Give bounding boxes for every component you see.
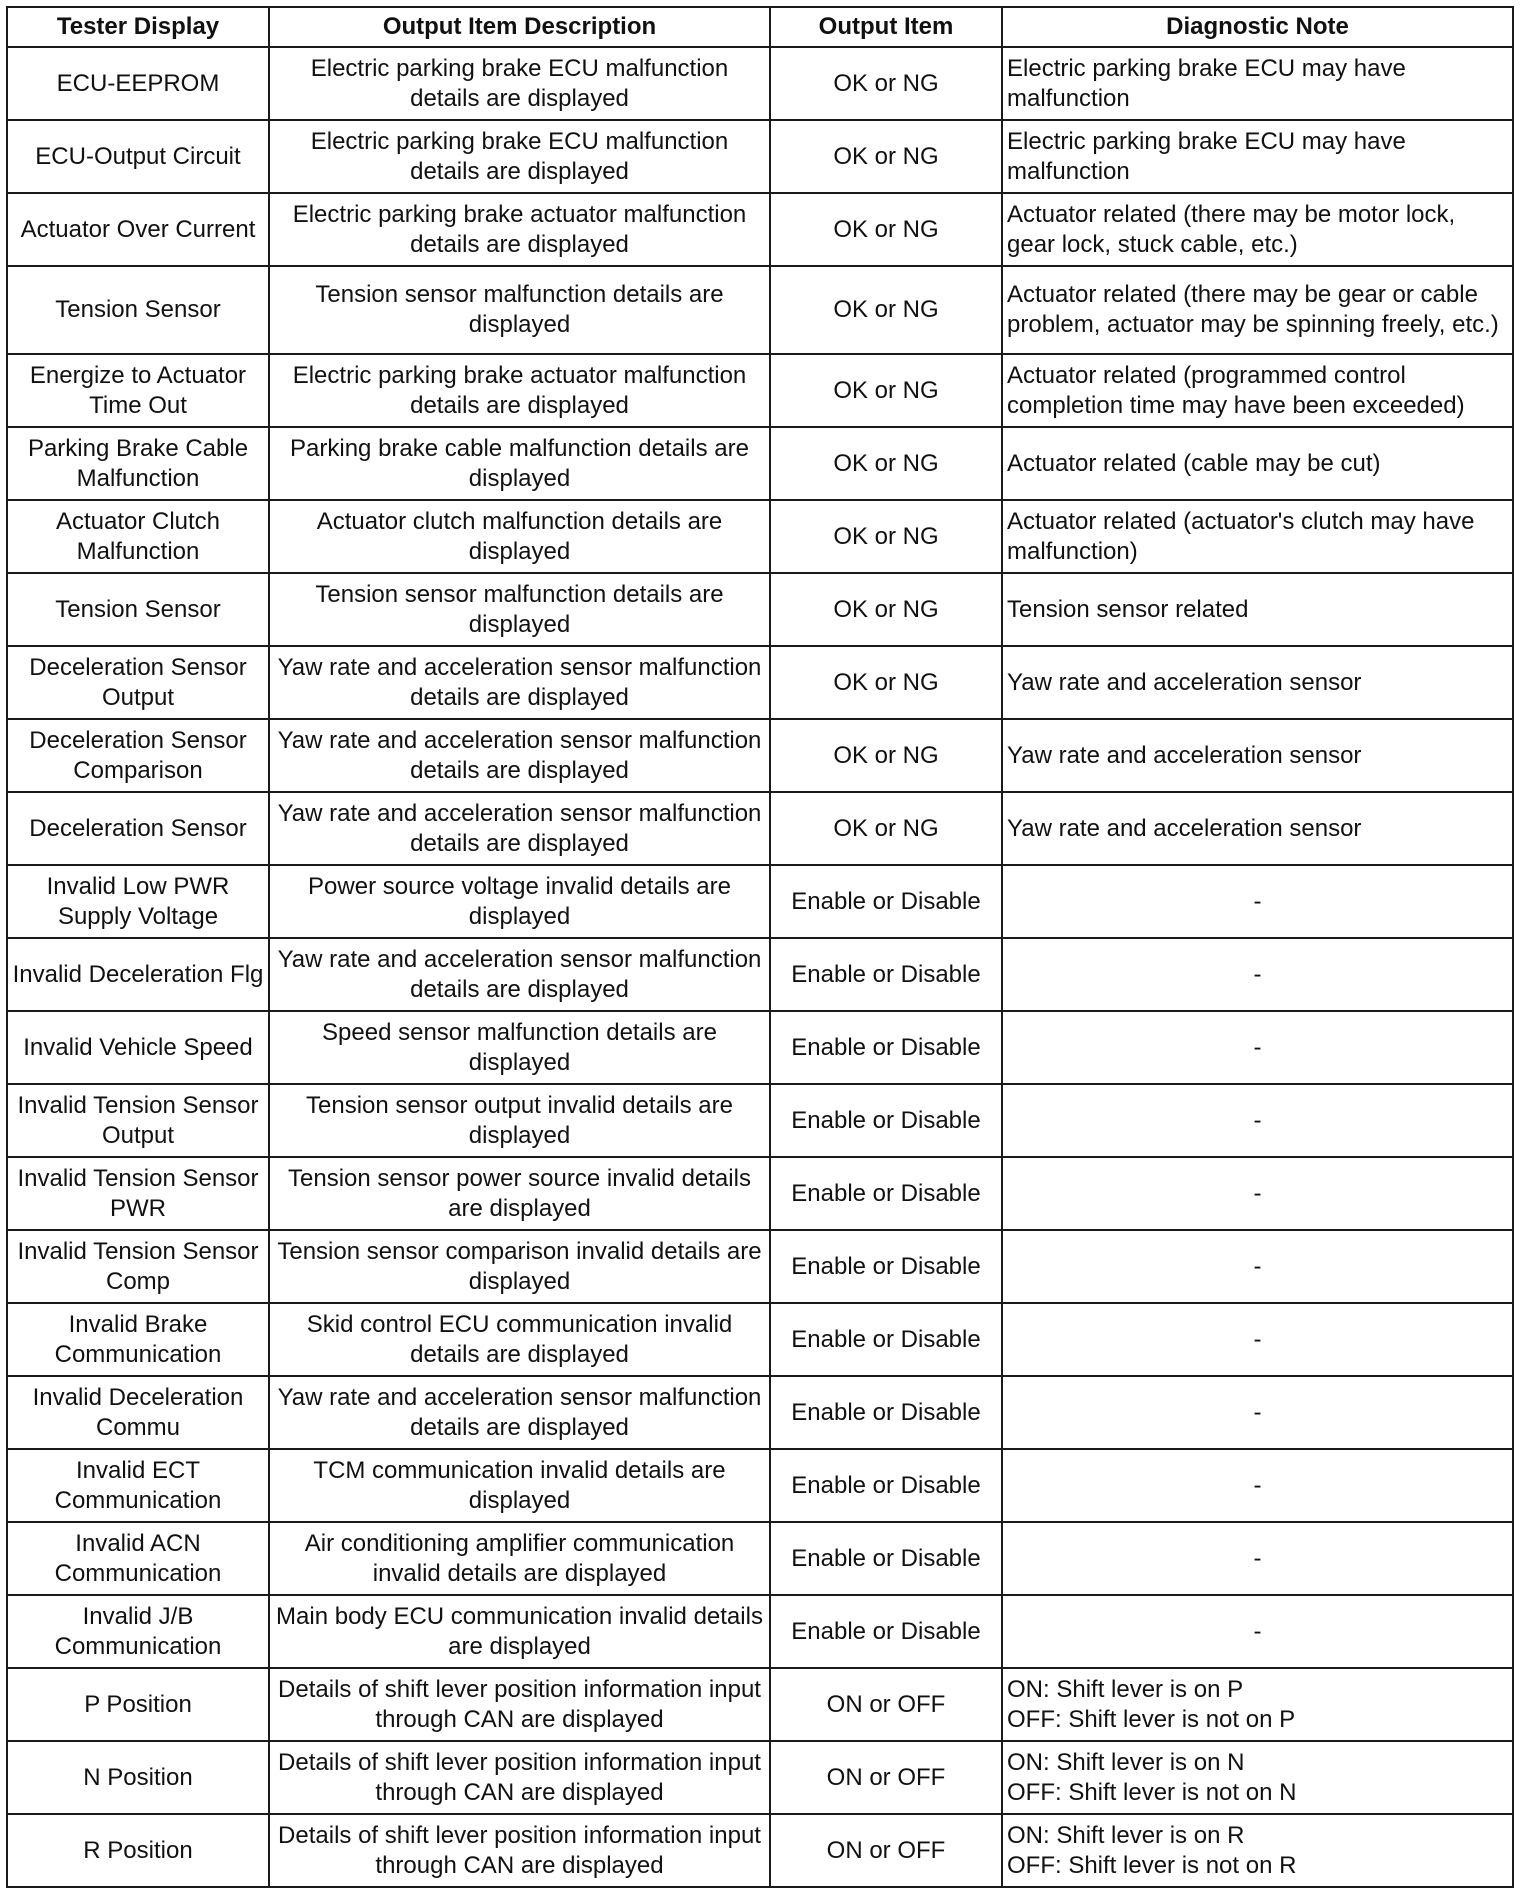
tester-display-cell: Invalid Brake Communication: [7, 1303, 269, 1376]
diagnostic-note-line: Actuator related (programmed control completion time may have been exceeded): [1007, 361, 1465, 419]
diagnostic-note-line: ON: Shift lever is on P: [1007, 1675, 1244, 1703]
table-row: [7, 120, 1513, 193]
output-item-cell: OK or NG: [770, 719, 1002, 792]
output-item-cell: Enable or Disable: [770, 1011, 1002, 1084]
table-row: [7, 1522, 1513, 1595]
table-row: [7, 1376, 1513, 1449]
description-cell: Yaw rate and acceleration sensor malfunction details are displayed: [269, 719, 770, 792]
diagnostic-note-line: Tension sensor related: [1007, 595, 1249, 623]
diagnostic-note-cell: [1002, 1449, 1513, 1522]
diagnostic-note-cell: [1002, 1376, 1513, 1449]
diagnostic-note-cell: [1002, 427, 1513, 500]
tester-display-cell: Invalid Low PWR Supply Voltage: [7, 865, 269, 938]
diagnostic-note-line: Yaw rate and acceleration sensor: [1007, 814, 1362, 842]
tester-display-cell: Deceleration Sensor Comparison: [7, 719, 269, 792]
diagnostic-note-cell: [1002, 1084, 1513, 1157]
diagnostic-note-line: OFF: Shift lever is not on R: [1007, 1851, 1297, 1879]
output-item-cell: OK or NG: [770, 500, 1002, 573]
tester-display-cell: Deceleration Sensor Output: [7, 646, 269, 719]
table-row: [7, 266, 1513, 354]
tester-display-cell: ECU-Output Circuit: [7, 120, 269, 193]
description-cell: Yaw rate and acceleration sensor malfunction details are displayed: [269, 1376, 770, 1449]
tester-display-cell: Invalid ACN Communication: [7, 1522, 269, 1595]
table-row: [7, 427, 1513, 500]
description-cell: Skid control ECU communication invalid details are displayed: [269, 1303, 770, 1376]
tester-display-cell: Deceleration Sensor: [7, 792, 269, 865]
table-row: [7, 1230, 1513, 1303]
diagnostic-note-line: Actuator related (actuator's clutch may have malfunction): [1007, 507, 1475, 565]
description-cell: Tension sensor output invalid details are displayed: [269, 1084, 770, 1157]
header-description: Output Item Description: [269, 7, 770, 47]
diagnostic-note-cell: [1002, 646, 1513, 719]
data-list-table: [6, 6, 1514, 1888]
tester-display-cell: P Position: [7, 1668, 269, 1741]
output-item-cell: ON or OFF: [770, 1814, 1002, 1887]
output-item-cell: OK or NG: [770, 193, 1002, 266]
diagnostic-note-cell: [1002, 938, 1513, 1011]
output-item-cell: Enable or Disable: [770, 1595, 1002, 1668]
diagnostic-note-line: -: [1253, 1398, 1262, 1426]
table-row: [7, 1011, 1513, 1084]
diagnostic-note-line: Actuator related (cable may be cut): [1007, 449, 1381, 477]
output-item-cell: OK or NG: [770, 792, 1002, 865]
output-item-cell: Enable or Disable: [770, 938, 1002, 1011]
tester-display-cell: Invalid Vehicle Speed: [7, 1011, 269, 1084]
diagnostic-note-cell: [1002, 1595, 1513, 1668]
description-cell: Power source voltage invalid details are displayed: [269, 865, 770, 938]
output-item-cell: ON or OFF: [770, 1741, 1002, 1814]
tester-display-cell: Invalid Tension Sensor Comp: [7, 1230, 269, 1303]
table-row: [7, 1814, 1513, 1887]
table-row: [7, 792, 1513, 865]
output-item-cell: Enable or Disable: [770, 1376, 1002, 1449]
diagnostic-note-cell: [1002, 193, 1513, 266]
output-item-cell: OK or NG: [770, 573, 1002, 646]
diagnostic-note-cell: [1002, 1303, 1513, 1376]
tester-display-cell: Actuator Clutch Malfunction: [7, 500, 269, 573]
description-cell: Tension sensor malfunction details are displayed: [269, 266, 770, 354]
description-cell: Tension sensor comparison invalid details are displayed: [269, 1230, 770, 1303]
tester-display-cell: Tension Sensor: [7, 266, 269, 354]
output-item-cell: Enable or Disable: [770, 1522, 1002, 1595]
table-row: [7, 193, 1513, 266]
tester-display-cell: Invalid Tension Sensor PWR: [7, 1157, 269, 1230]
table-row: [7, 1668, 1513, 1741]
header-tester-display: Tester Display: [7, 7, 269, 47]
tester-display-cell: Actuator Over Current: [7, 193, 269, 266]
table-row: [7, 1741, 1513, 1814]
diagnostic-note-line: -: [1253, 960, 1262, 988]
diagnostic-note-cell: [1002, 1230, 1513, 1303]
diagnostic-note-line: -: [1253, 1617, 1262, 1645]
description-cell: Details of shift lever position information input through CAN are displayed: [269, 1668, 770, 1741]
table-row: [7, 938, 1513, 1011]
diagnostic-note-cell: [1002, 1668, 1513, 1741]
diagnostic-note-cell: [1002, 865, 1513, 938]
table-row: [7, 1157, 1513, 1230]
description-cell: Yaw rate and acceleration sensor malfunction details are displayed: [269, 938, 770, 1011]
description-cell: Electric parking brake ECU malfunction details are displayed: [269, 120, 770, 193]
diagnostic-note-cell: [1002, 1741, 1513, 1814]
tester-display-cell: R Position: [7, 1814, 269, 1887]
output-item-cell: Enable or Disable: [770, 1084, 1002, 1157]
tester-display-cell: Invalid ECT Communication: [7, 1449, 269, 1522]
diagnostic-note-line: Electric parking brake ECU may have malfunction: [1007, 127, 1406, 185]
description-cell: Speed sensor malfunction details are displayed: [269, 1011, 770, 1084]
output-item-cell: OK or NG: [770, 266, 1002, 354]
diagnostic-note-cell: [1002, 1522, 1513, 1595]
tester-display-cell: Energize to Actuator Time Out: [7, 354, 269, 427]
table-body: [7, 47, 1513, 1887]
description-cell: Actuator clutch malfunction details are displayed: [269, 500, 770, 573]
tester-display-cell: ECU-EEPROM: [7, 47, 269, 120]
diagnostic-note-line: -: [1253, 1252, 1262, 1280]
header-row: [7, 7, 1513, 47]
diagnostic-note-cell: [1002, 120, 1513, 193]
diagnostic-note-cell: [1002, 719, 1513, 792]
table-row: [7, 646, 1513, 719]
table-row: [7, 354, 1513, 427]
table-row: [7, 1449, 1513, 1522]
table-row: [7, 1084, 1513, 1157]
description-cell: Yaw rate and acceleration sensor malfunction details are displayed: [269, 792, 770, 865]
table-row: [7, 500, 1513, 573]
diagnostic-note-line: Yaw rate and acceleration sensor: [1007, 668, 1362, 696]
diagnostic-note-line: ON: Shift lever is on N: [1007, 1748, 1245, 1776]
description-cell: Details of shift lever position information input through CAN are displayed: [269, 1814, 770, 1887]
output-item-cell: OK or NG: [770, 427, 1002, 500]
table-row: [7, 865, 1513, 938]
diagnostic-note-cell: [1002, 792, 1513, 865]
diagnostic-note-line: Actuator related (there may be motor lock, gear lock, stuck cable, etc.): [1007, 200, 1456, 258]
diagnostic-note-cell: [1002, 47, 1513, 120]
diagnostic-note-cell: [1002, 266, 1513, 354]
tester-display-cell: Invalid Deceleration Flg: [7, 938, 269, 1011]
tester-display-cell: Invalid Deceleration Commu: [7, 1376, 269, 1449]
diagnostic-note-line: -: [1253, 1471, 1262, 1499]
description-cell: Main body ECU communication invalid details are displayed: [269, 1595, 770, 1668]
table-row: [7, 1595, 1513, 1668]
table-row: [7, 573, 1513, 646]
description-cell: Parking brake cable malfunction details are displayed: [269, 427, 770, 500]
diagnostic-note-cell: [1002, 1011, 1513, 1084]
diagnostic-note-line: Electric parking brake ECU may have malfunction: [1007, 54, 1406, 112]
output-item-cell: OK or NG: [770, 47, 1002, 120]
description-cell: Tension sensor malfunction details are displayed: [269, 573, 770, 646]
output-item-cell: Enable or Disable: [770, 1230, 1002, 1303]
tester-display-cell: N Position: [7, 1741, 269, 1814]
output-item-cell: Enable or Disable: [770, 865, 1002, 938]
tester-display-cell: Invalid J/B Communication: [7, 1595, 269, 1668]
description-cell: Electric parking brake ECU malfunction details are displayed: [269, 47, 770, 120]
diagnostic-note-line: -: [1253, 1325, 1262, 1353]
description-cell: Details of shift lever position information input through CAN are displayed: [269, 1741, 770, 1814]
description-cell: TCM communication invalid details are displayed: [269, 1449, 770, 1522]
description-cell: Yaw rate and acceleration sensor malfunction details are displayed: [269, 646, 770, 719]
diagnostic-note-line: -: [1253, 887, 1262, 915]
table-row: [7, 719, 1513, 792]
diagnostic-note-line: -: [1253, 1179, 1262, 1207]
diagnostic-note-line: ON: Shift lever is on R: [1007, 1821, 1245, 1849]
description-cell: Electric parking brake actuator malfunction details are displayed: [269, 354, 770, 427]
diagnostic-note-line: Actuator related (there may be gear or cable problem, actuator may be spinning freely, etc.): [1007, 281, 1499, 338]
description-cell: Electric parking brake actuator malfunction details are displayed: [269, 193, 770, 266]
diagnostic-note-line: Yaw rate and acceleration sensor: [1007, 741, 1362, 769]
diagnostic-note-line: OFF: Shift lever is not on N: [1007, 1778, 1297, 1806]
header-diagnostic-note: Diagnostic Note: [1002, 7, 1513, 47]
output-item-cell: OK or NG: [770, 354, 1002, 427]
table-row: [7, 47, 1513, 120]
header-output-item: Output Item: [770, 7, 1002, 47]
diagnostic-note-cell: [1002, 354, 1513, 427]
output-item-cell: OK or NG: [770, 120, 1002, 193]
diagnostic-note-cell: [1002, 1814, 1513, 1887]
output-item-cell: Enable or Disable: [770, 1157, 1002, 1230]
diagnostic-note-line: -: [1253, 1544, 1262, 1572]
tester-display-cell: Parking Brake Cable Malfunction: [7, 427, 269, 500]
description-cell: Air conditioning amplifier communication invalid details are displayed: [269, 1522, 770, 1595]
diagnostic-note-cell: [1002, 500, 1513, 573]
output-item-cell: ON or OFF: [770, 1668, 1002, 1741]
diagnostic-note-line: OFF: Shift lever is not on P: [1007, 1705, 1296, 1733]
tester-display-cell: Tension Sensor: [7, 573, 269, 646]
diagnostic-note-cell: [1002, 1157, 1513, 1230]
description-cell: Tension sensor power source invalid details are displayed: [269, 1157, 770, 1230]
output-item-cell: OK or NG: [770, 646, 1002, 719]
tester-display-cell: Invalid Tension Sensor Output: [7, 1084, 269, 1157]
table-row: [7, 1303, 1513, 1376]
diagnostic-note-line: -: [1253, 1106, 1262, 1134]
output-item-cell: Enable or Disable: [770, 1449, 1002, 1522]
diagnostic-note-cell: [1002, 573, 1513, 646]
output-item-cell: Enable or Disable: [770, 1303, 1002, 1376]
diagnostic-note-line: -: [1253, 1033, 1262, 1061]
